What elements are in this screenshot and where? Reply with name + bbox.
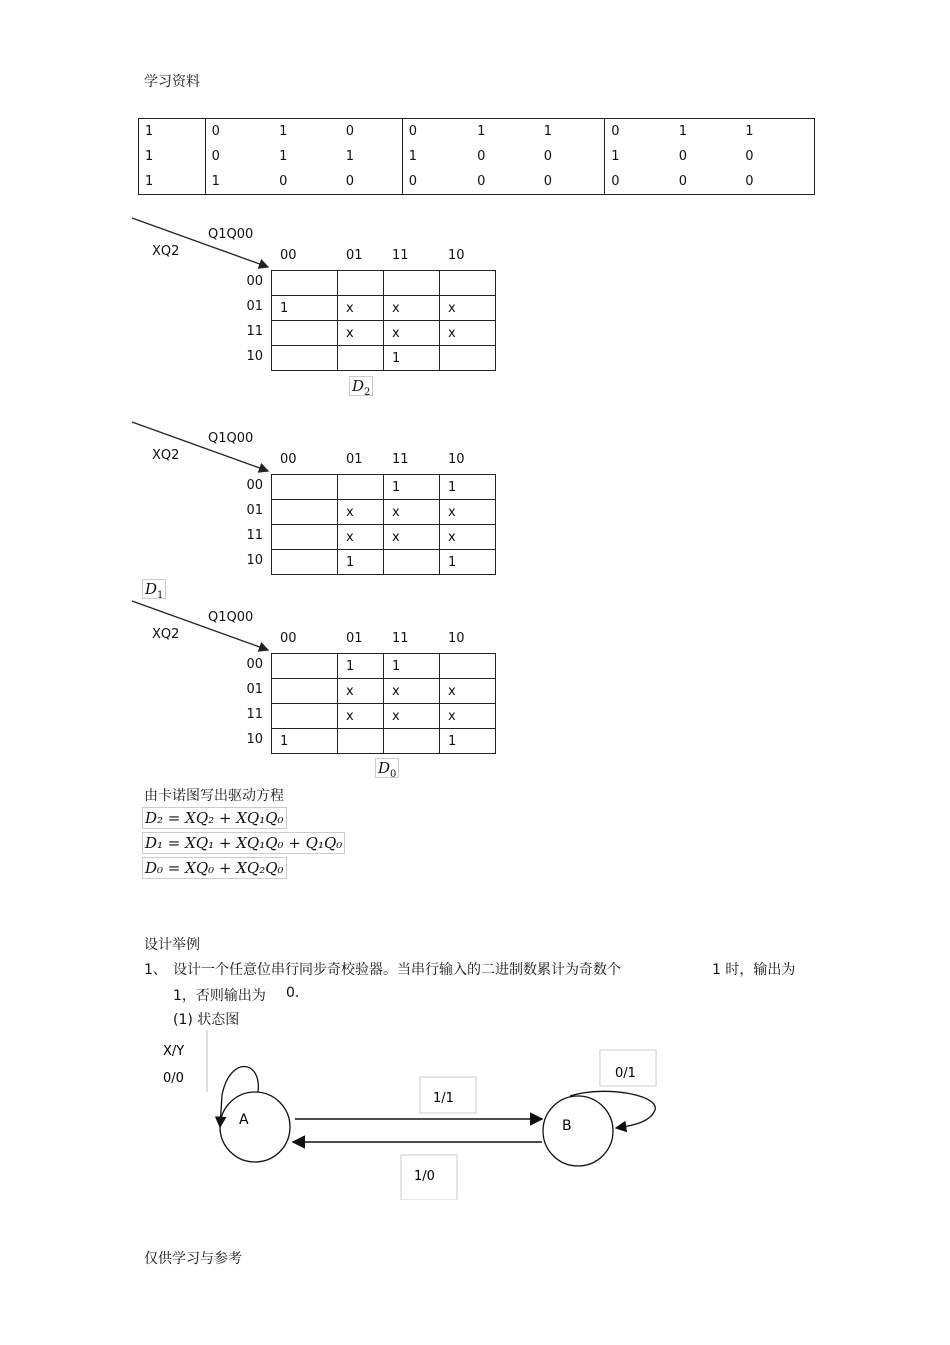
kmap-cell: x (384, 704, 440, 729)
truth-table-cell: 0 (605, 119, 673, 145)
kmap-row-var-label: XQ2 (152, 627, 180, 642)
kmap-cell: x (384, 500, 440, 525)
kmap-cell (272, 321, 338, 346)
kmap-cell (440, 271, 496, 296)
truth-table-cell: 0 (205, 144, 273, 169)
truth-table-cell: 0 (340, 169, 403, 195)
kmap-row-label: 00 (246, 478, 263, 493)
truth-table-cell: 0 (402, 169, 471, 195)
kmap-col-var-label: Q1Q00 (208, 610, 254, 625)
kmap-table (271, 474, 496, 575)
kmap-cell: 1 (384, 654, 440, 679)
kmap-cell: x (384, 296, 440, 321)
edge-ab-label: 1/1 (433, 1091, 454, 1106)
kmap-cell: x (440, 525, 496, 550)
kmap-col-label: 01 (346, 631, 363, 646)
kmap-cell: x (440, 321, 496, 346)
kmap-cell (384, 550, 440, 575)
kmap-col-label: 10 (448, 631, 465, 646)
state-b-circle (543, 1096, 613, 1166)
kmap-cell (272, 654, 338, 679)
example-item-text-d: 0. (286, 985, 300, 1001)
kmap-col-label: 00 (280, 248, 297, 263)
legend-xy: X/Y (163, 1044, 185, 1059)
truth-table-cell: 1 (739, 119, 814, 145)
kmap-d0 (130, 598, 510, 783)
kmap-cell (272, 475, 338, 500)
kmap-row-label: 11 (246, 528, 263, 543)
truth-table (138, 118, 815, 195)
kmap-cell (338, 346, 384, 371)
kmap-cell (272, 550, 338, 575)
equation-d0: D₀ = XQ₀ + XQ₂Q₀ (142, 857, 287, 879)
kmap-row-label: 10 (246, 349, 263, 364)
kmap-cell (272, 679, 338, 704)
kmap-col-label: 10 (448, 452, 465, 467)
kmap-cell (272, 346, 338, 371)
truth-table-cell: 1 (205, 169, 273, 195)
kmap-cell: x (338, 525, 384, 550)
kmap-row-label: 01 (246, 503, 263, 518)
kmap-row-label: 00 (246, 274, 263, 289)
kmap-row-label: 11 (246, 324, 263, 339)
kmap-cell (338, 271, 384, 296)
truth-table-row (139, 119, 815, 145)
truth-table-cell: 1 (139, 119, 206, 145)
state-diagram-heading: (1) 状态图 (173, 1012, 240, 1028)
kmap-cell (384, 271, 440, 296)
kmap-cell (338, 475, 384, 500)
kmap-cell: x (338, 296, 384, 321)
page-header: 学习资料 (144, 74, 200, 90)
kmap-cell (440, 346, 496, 371)
kmap-col-var-label: Q1Q00 (208, 227, 254, 242)
truth-table-cell: 1 (279, 149, 288, 164)
kmap-cell: x (338, 500, 384, 525)
truth-table-row (139, 144, 815, 169)
kmap-table (271, 653, 496, 754)
kmap-cell: x (384, 525, 440, 550)
loop-b-label: 0/1 (615, 1066, 636, 1081)
kmap-col-label: 00 (280, 452, 297, 467)
kmap-row-var-label: XQ2 (152, 244, 180, 259)
kmap-cell (272, 525, 338, 550)
truth-table-cell: 1 (605, 144, 673, 169)
state-b-label: B (562, 1118, 572, 1134)
kmap-cell: x (338, 704, 384, 729)
kmap-cell: 1 (440, 729, 496, 754)
equation-d2: D₂ = XQ₂ + XQ₁Q₀ (142, 807, 287, 829)
truth-table-cell: 0 (739, 169, 814, 195)
truth-table-cell: 1 (273, 119, 340, 145)
example-item-text: 设计一个任意位串行同步奇校验器。当串行输入的二进制数累计为奇数个 (173, 962, 621, 978)
kmap-cell: x (384, 679, 440, 704)
truth-table-cell: 1 (402, 144, 471, 169)
kmap-cell: 1 (440, 550, 496, 575)
example-item-number: 1、 (144, 962, 167, 978)
truth-table-cell: 0 (340, 119, 403, 145)
kmap-row-label: 11 (246, 707, 263, 722)
kmap-row-label: 01 (246, 299, 263, 314)
kmap-col-label: 11 (392, 631, 409, 646)
kmap-cell (272, 271, 338, 296)
kmap-d2 (130, 215, 510, 400)
kmap-cell: 1 (384, 475, 440, 500)
kmap-cell: 1 (338, 550, 384, 575)
truth-table-cell: 0 (205, 119, 273, 145)
kmap-cell: x (440, 500, 496, 525)
truth-table-cell: 0 (673, 169, 740, 195)
kmap-cell: x (384, 321, 440, 346)
kmap-row-label: 00 (246, 657, 263, 672)
truth-table-cell: 0 (605, 169, 673, 195)
truth-table-row (139, 169, 815, 195)
truth-table-cell: 1 (345, 149, 354, 164)
kmap-cell: x (440, 296, 496, 321)
example-item-text-b: 1 时，输出为 (712, 962, 796, 978)
truth-table-cell: 0 (538, 169, 605, 195)
truth-table-cell: 1 (139, 144, 206, 169)
kmap-col-var-label: Q1Q00 (208, 431, 254, 446)
kmap-col-label: 01 (346, 248, 363, 263)
truth-table-cell: 0 (477, 149, 486, 164)
truth-table-cell: 0 (739, 144, 814, 169)
equation-d1: D₁ = XQ₁ + XQ₁Q₀ + Q₁Q₀ (142, 832, 345, 854)
kmap-d1 (130, 419, 510, 604)
kmap-cell (384, 729, 440, 754)
kmap-cell (338, 729, 384, 754)
kmap-cell: x (440, 704, 496, 729)
kmap-cell: 1 (272, 729, 338, 754)
kmap-cell (272, 500, 338, 525)
truth-table-cell: 0 (273, 169, 340, 195)
kmap-cell: 1 (272, 296, 338, 321)
kmap-cell: 1 (440, 475, 496, 500)
kmap-cell: x (440, 679, 496, 704)
equations-intro: 由卡诺图写出驱动方程 (144, 788, 284, 804)
kmap-cell (440, 654, 496, 679)
kmap-cell: x (338, 679, 384, 704)
kmap-d0-label: $D_0$ (375, 758, 399, 785)
kmap-cell: 1 (384, 346, 440, 371)
kmap-cell: 1 (338, 654, 384, 679)
kmap-table (271, 270, 496, 371)
kmap-cell (272, 704, 338, 729)
kmap-col-label: 10 (448, 248, 465, 263)
truth-table-cell: 0 (471, 169, 538, 195)
example-item-text-c: 1，否则输出为 (173, 988, 266, 1004)
truth-table-cell: 0 (543, 149, 552, 164)
legend-00: 0/0 (163, 1071, 184, 1086)
state-diagram (150, 1030, 670, 1200)
truth-table-cell: 1 (471, 119, 538, 145)
page-footer: 仅供学习与参考 (144, 1251, 242, 1267)
kmap-row-var-label: XQ2 (152, 448, 180, 463)
truth-table-cell: 0 (402, 119, 471, 145)
kmap-col-label: 11 (392, 452, 409, 467)
edge-ba-label: 1/0 (414, 1169, 435, 1184)
kmap-cell: x (338, 321, 384, 346)
truth-table-cell: 1 (139, 169, 206, 195)
truth-table-cell: 1 (673, 119, 740, 145)
truth-table-cell: 0 (678, 149, 687, 164)
truth-table-cell: 1 (538, 119, 605, 145)
kmap-row-label: 10 (246, 732, 263, 747)
kmap-d1-label: $D_1$ (142, 579, 166, 606)
kmap-col-label: 00 (280, 631, 297, 646)
kmap-col-label: 11 (392, 248, 409, 263)
kmap-d2-label: $D_2$ (349, 376, 373, 403)
state-a-label: A (239, 1112, 249, 1128)
kmap-col-label: 01 (346, 452, 363, 467)
kmap-row-label: 10 (246, 553, 263, 568)
kmap-row-label: 01 (246, 682, 263, 697)
state-a-circle (220, 1092, 290, 1162)
example-heading: 设计举例 (144, 937, 200, 953)
